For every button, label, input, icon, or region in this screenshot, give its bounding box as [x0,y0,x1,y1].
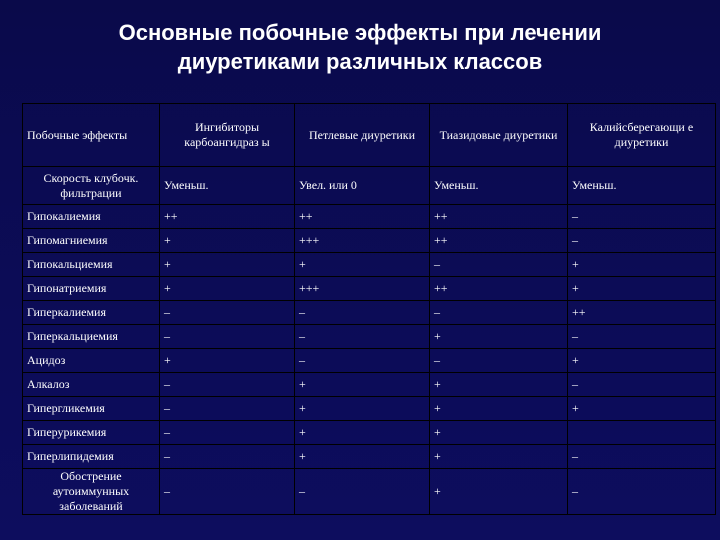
value-cell: – [160,301,295,325]
value-cell: + [568,253,716,277]
header-cell-loop-diuretics: Петлевые диуретики [295,104,430,167]
value-cell: – [568,373,716,397]
row-label-cell: Алкалоз [23,373,160,397]
value-cell: + [160,349,295,373]
value-cell: Уменьш. [160,167,295,205]
value-cell: – [568,469,716,515]
value-cell: + [430,421,568,445]
row-label-cell: Гипокалиемия [23,205,160,229]
value-cell: + [160,277,295,301]
value-cell: – [295,349,430,373]
row-label-cell: Гиперурикемия [23,421,160,445]
value-cell: + [430,373,568,397]
value-cell: + [295,421,430,445]
value-cell: Уменьш. [568,167,716,205]
table-row [23,469,716,515]
value-cell: +++ [295,229,430,253]
value-cell: + [295,373,430,397]
header-cell-carbonic-anhydrase-inhibitors: Ингибиторы карбоангидраз ы [160,104,295,167]
value-cell: – [568,325,716,349]
value-cell: – [430,301,568,325]
table-row [23,373,716,397]
value-cell: ++ [430,277,568,301]
value-cell: ++ [568,301,716,325]
value-cell: ++ [160,205,295,229]
value-cell: – [160,373,295,397]
row-label-cell: Обострение аутоиммунных заболеваний [23,469,160,515]
row-label-cell: Ацидоз [23,349,160,373]
value-cell: – [568,229,716,253]
value-cell: – [160,445,295,469]
slide-title-line-2: диуретиками различных классов [177,49,543,74]
header-cell-thiazide-diuretics: Тиазидовые диуретики [430,104,568,167]
table-row [23,325,716,349]
value-cell: – [430,253,568,277]
value-cell: + [295,397,430,421]
table-row [23,229,716,253]
value-cell: + [295,445,430,469]
row-label-cell: Гиперлипидемия [23,445,160,469]
value-cell: + [430,469,568,515]
value-cell: + [430,397,568,421]
row-label-cell: Гиперкальциемия [23,325,160,349]
value-cell: + [568,277,716,301]
row-label-cell: Гипонатриемия [23,277,160,301]
value-cell: – [568,445,716,469]
side-effects-table [22,103,716,515]
value-cell: – [160,469,295,515]
table-row [23,349,716,373]
value-cell: + [568,349,716,373]
value-cell: ++ [295,205,430,229]
header-cell-side-effects: Побочные эффекты [23,104,160,167]
table-row [23,253,716,277]
table-row [23,277,716,301]
value-cell: ++ [430,229,568,253]
table-row [23,397,716,421]
value-cell: Увел. или 0 [295,167,430,205]
row-label-cell: Гипомагниемия [23,229,160,253]
value-cell: – [160,421,295,445]
value-cell: – [295,469,430,515]
value-cell: – [160,325,295,349]
row-label-cell: Гипокальциемия [23,253,160,277]
value-cell: – [295,301,430,325]
value-cell: + [295,253,430,277]
value-cell: – [430,349,568,373]
table-header-row [23,104,716,167]
value-cell: – [295,325,430,349]
table-row [23,445,716,469]
slide-title [40,18,680,76]
value-cell: – [568,205,716,229]
value-cell: + [568,397,716,421]
value-cell: ++ [430,205,568,229]
row-label-cell: Скорость клубочк. фильтрации [23,167,160,205]
value-cell: + [430,325,568,349]
value-cell: + [430,445,568,469]
table-row [23,301,716,325]
value-cell: +++ [295,277,430,301]
slide-title-line-1: Основные побочные эффекты при лечении [118,20,602,45]
table-row [23,421,716,445]
value-cell [568,421,716,445]
table-row [23,205,716,229]
row-label-cell: Гиперкалиемия [23,301,160,325]
value-cell: Уменьш. [430,167,568,205]
value-cell: + [160,229,295,253]
header-cell-potassium-sparing-diuretics: Калийсберегающи е диуретики [568,104,716,167]
row-label-cell: Гипергликемия [23,397,160,421]
value-cell: + [160,253,295,277]
table-row [23,167,716,205]
value-cell: – [160,397,295,421]
